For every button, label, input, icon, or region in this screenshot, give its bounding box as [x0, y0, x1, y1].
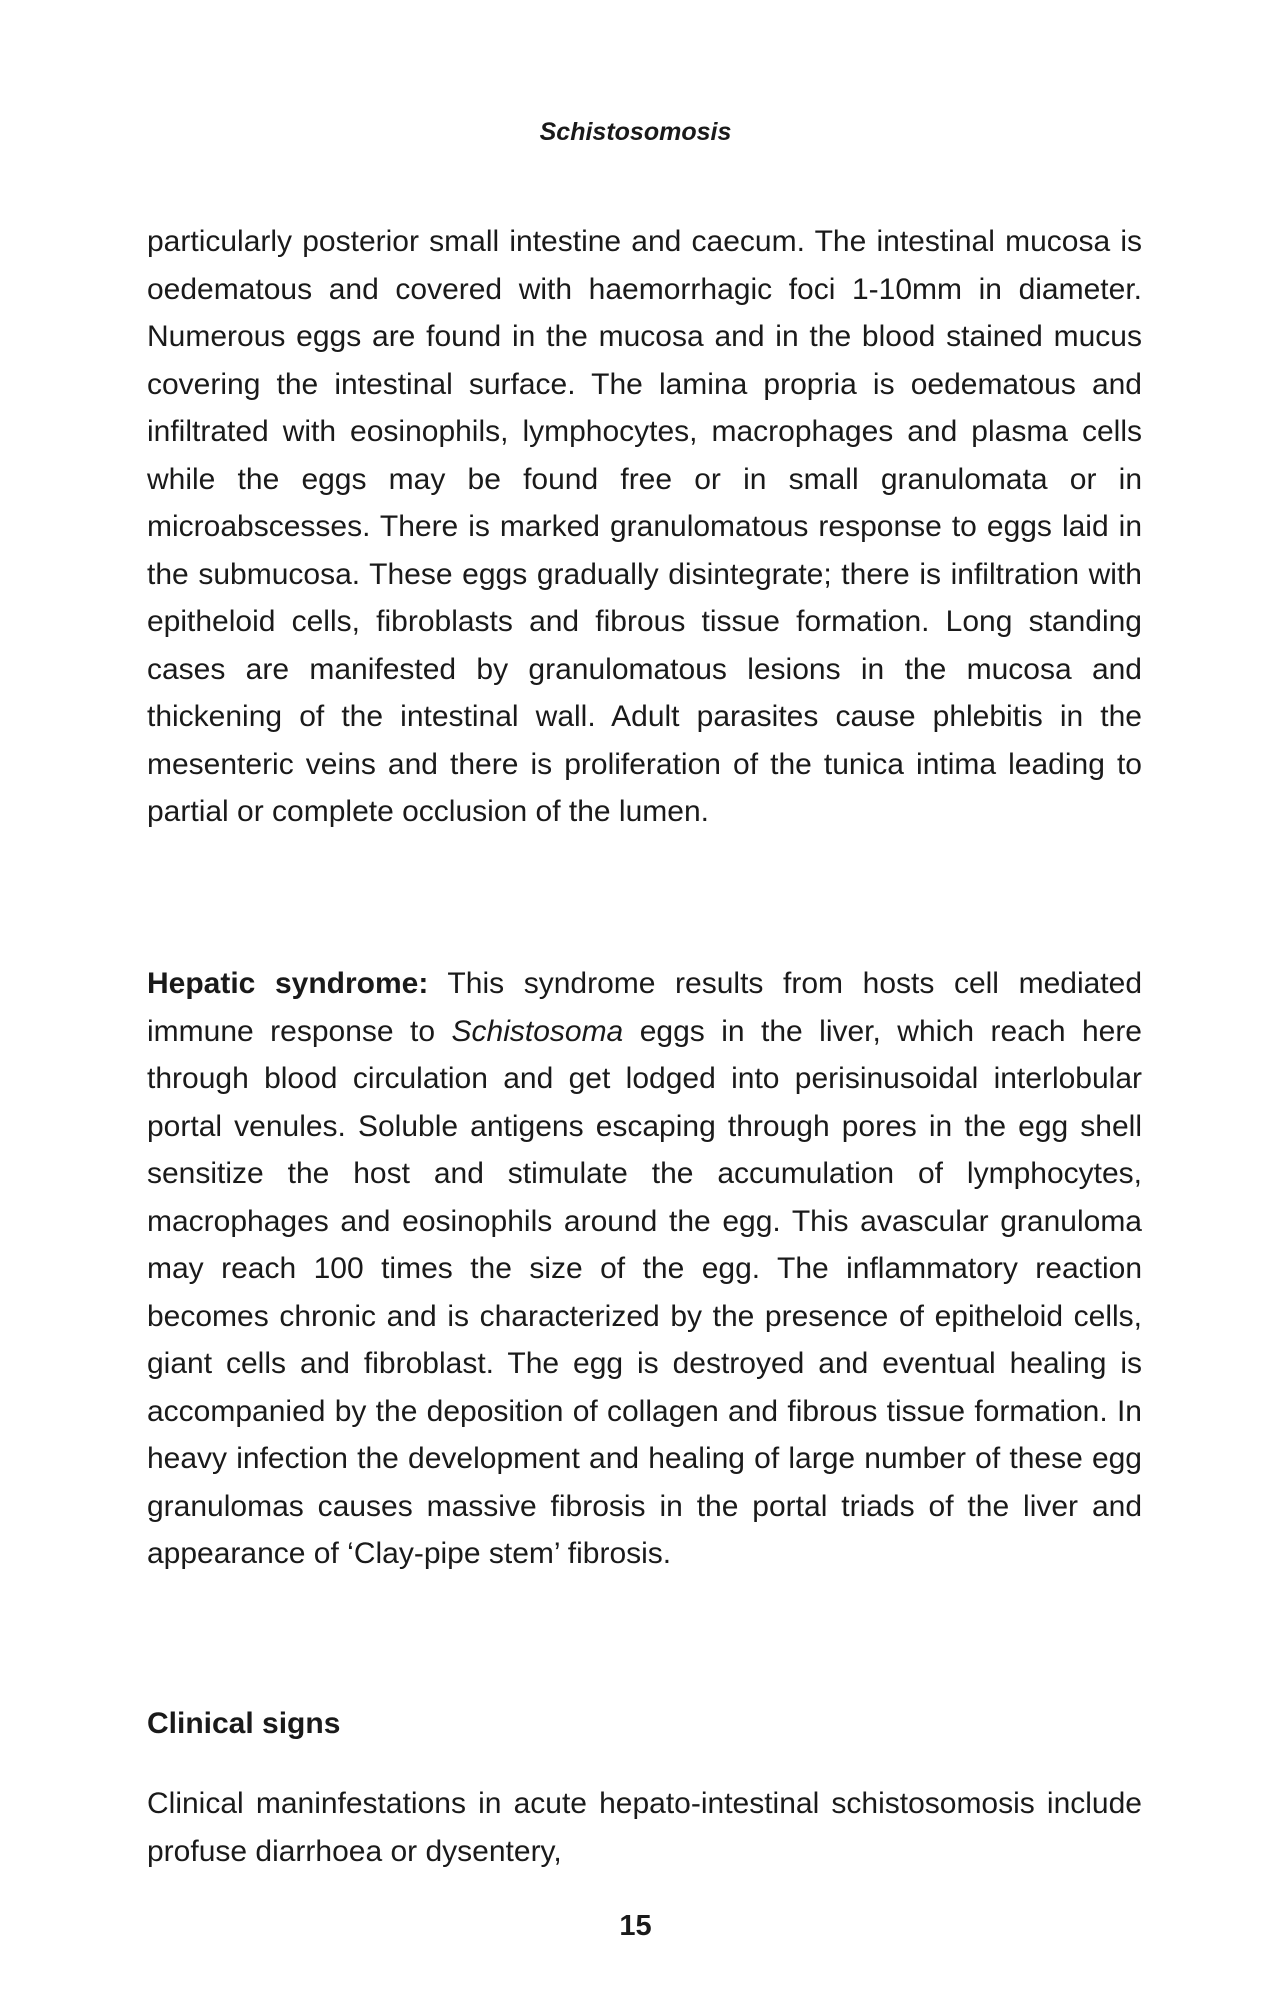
paragraph-text-part2: eggs in the liver, which reach here through blood circulation and get lodged into perisinusoidal interlobular portal venules. Soluble antigens escaping through pores in the egg shell sensitize the host and stimulate the accumulation of lymphocytes, macrophages and eosinophils around the egg. This avascular granuloma may reach 100 times the size of the egg. The inflammatory reaction becomes chronic and is characterized by the presence of epitheloid cells, giant cells and fibroblast. The egg is destroyed and eventual healing is accompanied by the deposition of collagen and fibrous tissue formation. In heavy infection the development and healing of large number of these egg granulomas causes massive fibrosis in the portal triads of the liver and appearance of ‘Clay-pipe stem’ fibrosis. [147, 1014, 1142, 1570]
paragraph-text: Clinical maninfestations in acute hepato-intestinal schistosomosis include profuse diarrhoea or dysentery, [147, 1787, 1142, 1868]
section-heading: Clinical signs [147, 1707, 341, 1740]
running-head: Schistosomosis [539, 118, 732, 146]
paragraph-text [147, 960, 1142, 1578]
page-number: 15 [619, 1910, 652, 1942]
paragraph-text-part1: This syndrome results from hosts cell mediated immune response to [147, 967, 1143, 1048]
paragraph-clinical-signs [147, 1780, 1142, 1875]
genus-name: Schistosoma [451, 1014, 624, 1048]
section-heading-clinical-signs [147, 1700, 1142, 1748]
paragraph-text: particularly posterior small intestine and caecum. The intestinal mucosa is oedematous and covered with haemorrhagic foci 1-10mm in diameter. Numerous eggs are found in the mucosa and in the blood stained mucus covering the intestinal surface. The lamina propria is oedematous and infiltrated with eosinophils, lymphocytes, macrophages and plasma cells while the eggs may be found free or in small granulomata or in microabscesses. There is marked granulomatous response to eggs laid in the submucosa. These eggs gradually disintegrate; there is infiltration with epitheloid cells, fibroblasts and fibrous tissue formation. Long standing cases are manifested by granulomatous lesions in the mucosa and thickening of the intestinal wall. Adult parasites cause phlebitis in the mesenteric veins and there is proliferation of the tunica intima leading to partial or complete occlusion of the lumen. [147, 225, 1142, 828]
paragraph-intestinal-lesions [147, 218, 1142, 836]
paragraph-hepatic-syndrome [147, 960, 1142, 1578]
hepatic-syndrome-lead: Hepatic syndrome: [147, 967, 429, 1000]
